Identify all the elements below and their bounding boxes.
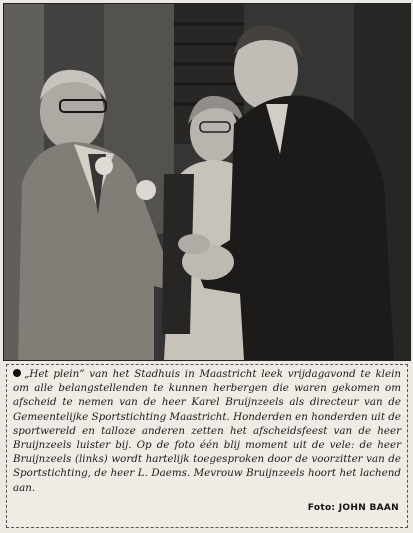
photo-illustration [4, 4, 410, 360]
photo-caption [6, 364, 408, 528]
photo-credit: Foto: JOHN BAAN [305, 503, 399, 513]
caption-paragraph [13, 367, 401, 495]
bullet-icon [13, 369, 21, 377]
news-photo [3, 3, 411, 361]
caption-text: „Het plein” van het Stadhuis in Maastricht leek vrijdagavond te klein om alle belangstellenden te kunnen herbergen die waren gekomen om afscheid te nemen van de heer Karel Bruijnzeels als directeur van de Gemeentelijke Sportstichting Maastricht. Honderden en honderden uit de sportwereld en talloze anderen zetten het afscheidsfeest van de heer Bruijnzeels luister bij. Op de foto één blij moment uit de vele: de heer Bruijnzeels (links) wordt hartelijk toegesproken door de voorzitter van de Sportstichting, de heer L. Daems. Mevrouw Bruijnzeels hoort het lachend aan. [13, 368, 401, 494]
